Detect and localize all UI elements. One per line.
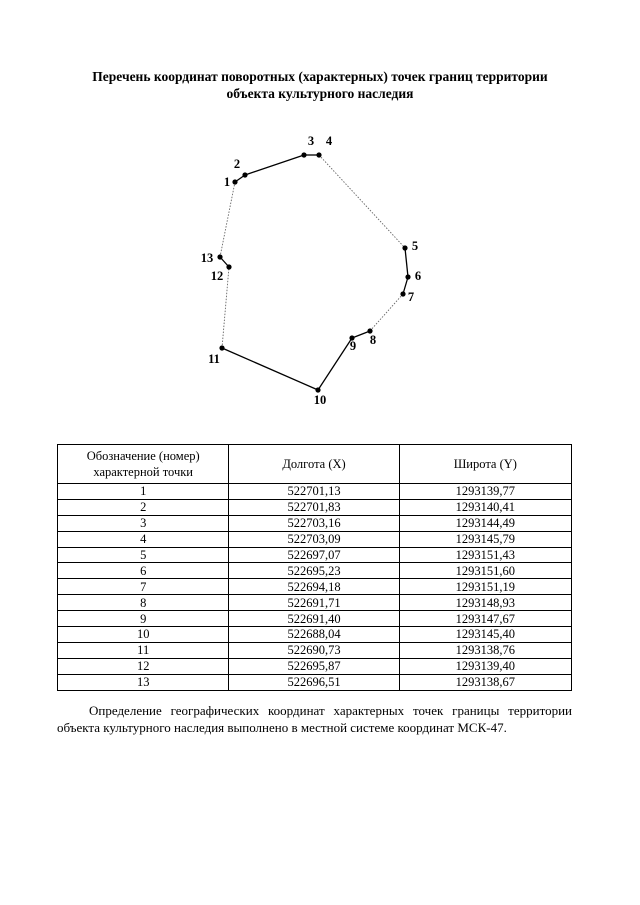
boundary-point-10 [315, 387, 320, 392]
cell-point-number: 11 [58, 642, 229, 658]
cell-point-number: 2 [58, 499, 229, 515]
point-label-4: 4 [325, 134, 333, 148]
cell-longitude: 522701,13 [229, 484, 399, 500]
point-label-1: 1 [223, 175, 231, 189]
cell-longitude: 522695,23 [229, 563, 399, 579]
boundary-segment [220, 182, 235, 257]
boundary-segment [352, 331, 370, 338]
point-label-8: 8 [369, 333, 377, 347]
boundary-point-3 [301, 152, 306, 157]
cell-longitude: 522697,07 [229, 547, 399, 563]
boundary-point-12 [226, 264, 231, 269]
boundary-segment [222, 348, 318, 390]
cell-longitude: 522696,51 [229, 674, 399, 690]
boundary-point-13 [217, 254, 222, 259]
table-row [58, 515, 572, 531]
cell-point-number: 13 [58, 674, 229, 690]
header-latitude: Широта (Y) [399, 445, 571, 484]
point-label-12: 12 [210, 269, 224, 283]
boundary-segment [319, 155, 405, 248]
table-row [58, 627, 572, 643]
cell-longitude: 522703,09 [229, 531, 399, 547]
point-label-10: 10 [313, 393, 327, 407]
cell-longitude: 522691,71 [229, 595, 399, 611]
table-header-row [58, 445, 572, 484]
cell-longitude: 522688,04 [229, 627, 399, 643]
cell-point-number: 5 [58, 547, 229, 563]
point-label-9: 9 [349, 339, 357, 353]
point-label-13: 13 [200, 251, 214, 265]
point-label-11: 11 [208, 352, 220, 366]
table-row [58, 563, 572, 579]
table-row [58, 674, 572, 690]
cell-latitude: 1293147,67 [399, 611, 571, 627]
cell-point-number: 1 [58, 484, 229, 500]
cell-point-number: 10 [58, 627, 229, 643]
point-label-3: 3 [307, 134, 315, 148]
cell-point-number: 12 [58, 658, 229, 674]
boundary-point-2 [242, 172, 247, 177]
cell-latitude: 1293145,40 [399, 627, 571, 643]
boundary-segment [245, 155, 304, 175]
cell-latitude: 1293144,49 [399, 515, 571, 531]
table-row [58, 579, 572, 595]
cell-longitude: 522703,16 [229, 515, 399, 531]
point-label-6: 6 [414, 269, 422, 283]
title-line-1: Перечень координат поворотных (характерных) точек границ территории [92, 69, 548, 84]
cell-latitude: 1293151,60 [399, 563, 571, 579]
table-row [58, 642, 572, 658]
cell-longitude: 522695,87 [229, 658, 399, 674]
table-row [58, 611, 572, 627]
point-label-5: 5 [411, 239, 419, 253]
cell-latitude: 1293139,77 [399, 484, 571, 500]
cell-point-number: 7 [58, 579, 229, 595]
coordinates-table [57, 444, 572, 691]
cell-latitude: 1293139,40 [399, 658, 571, 674]
coordinates-table-container [57, 444, 572, 691]
cell-point-number: 4 [58, 531, 229, 547]
cell-latitude: 1293138,67 [399, 674, 571, 690]
cell-latitude: 1293151,19 [399, 579, 571, 595]
cell-latitude: 1293145,79 [399, 531, 571, 547]
boundary-segment [318, 338, 352, 390]
boundary-segment [405, 248, 408, 277]
cell-latitude: 1293151,43 [399, 547, 571, 563]
cell-longitude: 522691,40 [229, 611, 399, 627]
cell-latitude: 1293148,93 [399, 595, 571, 611]
cell-latitude: 1293140,41 [399, 499, 571, 515]
boundary-point-5 [402, 245, 407, 250]
cell-point-number: 6 [58, 563, 229, 579]
cell-longitude: 522701,83 [229, 499, 399, 515]
coordinate-system-note: Определение географических координат характерных точек границы территории объекта культурного наследия выполнено в местной системе координат МСК-47. [57, 703, 572, 735]
header-point-number: Обозначение (номер) характерной точки [58, 445, 229, 484]
cell-latitude: 1293138,76 [399, 642, 571, 658]
table-row [58, 658, 572, 674]
boundary-point-1 [232, 179, 237, 184]
boundary-point-4 [316, 152, 321, 157]
boundary-point-11 [219, 345, 224, 350]
point-label-2: 2 [233, 157, 241, 171]
point-label-7: 7 [407, 290, 415, 304]
boundary-plan-diagram [0, 0, 640, 440]
table-row [58, 595, 572, 611]
table-row [58, 547, 572, 563]
boundary-segment [370, 294, 403, 331]
cell-longitude: 522694,18 [229, 579, 399, 595]
header-longitude: Долгота (X) [229, 445, 399, 484]
boundary-point-7 [400, 291, 405, 296]
cell-point-number: 9 [58, 611, 229, 627]
title-line-2: объекта культурного наследия [226, 86, 414, 101]
boundary-point-6 [405, 274, 410, 279]
table-row [58, 531, 572, 547]
cell-point-number: 8 [58, 595, 229, 611]
cell-point-number: 3 [58, 515, 229, 531]
table-row [58, 499, 572, 515]
table-row [58, 484, 572, 500]
cell-longitude: 522690,73 [229, 642, 399, 658]
